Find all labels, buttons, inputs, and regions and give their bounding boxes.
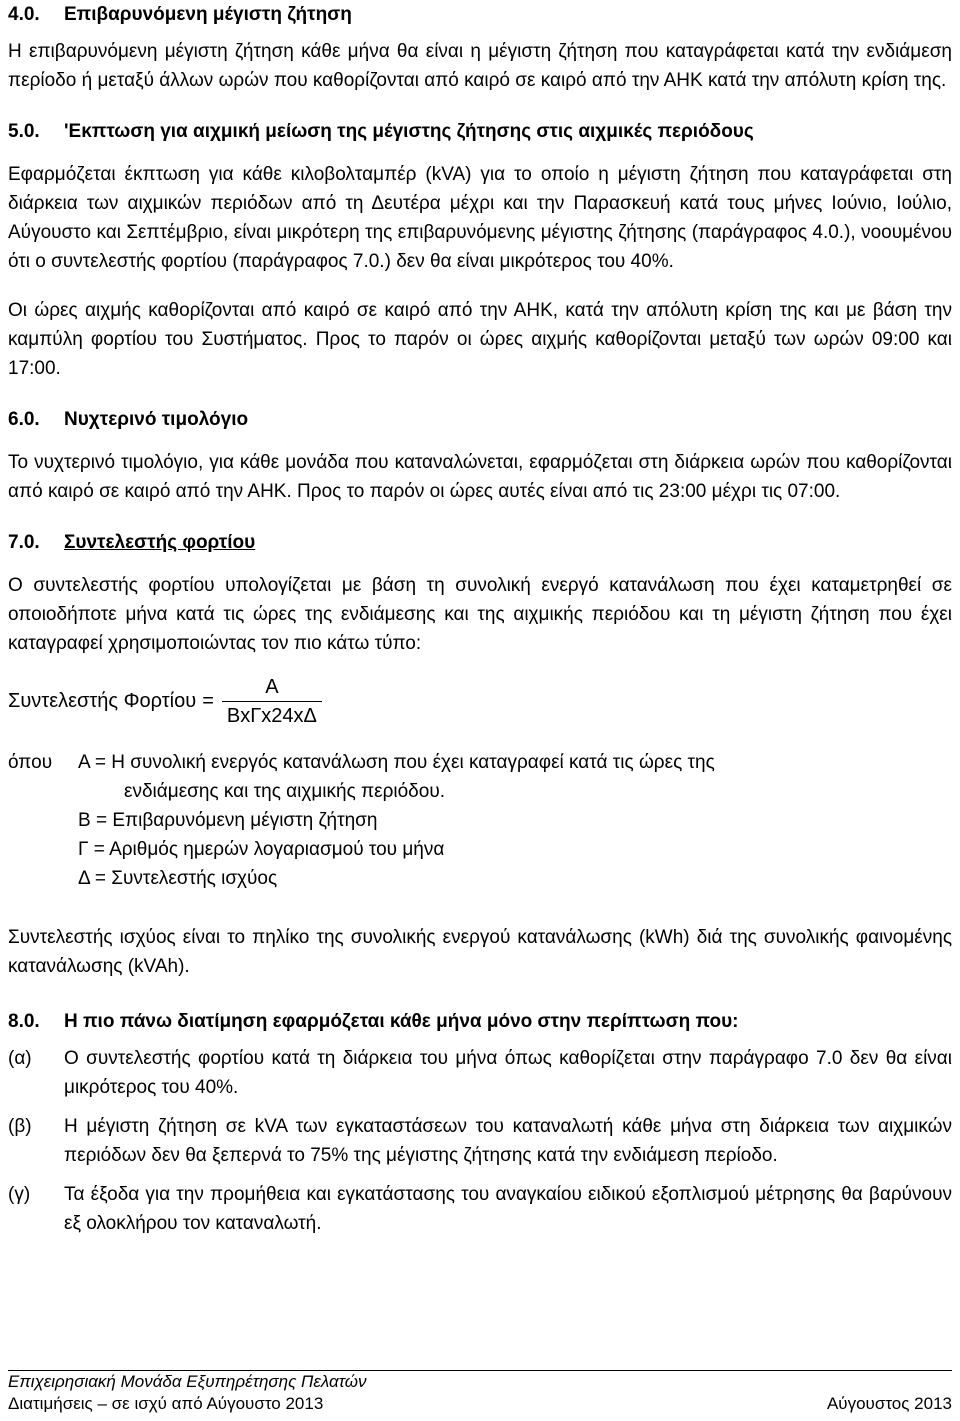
definition-line: Γ = Αριθμός ημερών λογαριασμού του μήνα [78,839,445,860]
definition-line: B = Επιβαρυνόμενη μέγιστη ζήτηση [78,810,378,831]
conditions-list [8,1044,952,1238]
power-factor-note: Συντελεστής ισχύος είναι το πηλίκο της συνολικής ενεργού κατανάλωσης (kWh) διά της συνολικής φαινομένης κατανάλωσης (kVAh). [8,927,952,977]
formula-fraction [222,673,322,730]
footer-organization: Επιχειρησιακή Μονάδα Εξυπηρέτησης Πελατών [8,1372,367,1391]
item-label: (α) [8,1048,32,1069]
section-7-body: Ο συντελεστής φορτίου υπολογίζεται με βάση τη συνολική ενεργό κατανάλωση που έχει καταμετρηθεί σε οποιοδήποτε μήνα κατά τις ώρες της ενδιάμεσης και της αιχμικής περιόδου και τη μέγιστη ζήτηση που έχει καταγραφεί χρησιμοποιώντας τον πιο κάτω τύπο: [8,575,952,654]
formula-numerator: A [265,675,279,698]
item-text: Τα έξοδα για την προμήθεια και εγκατάστασης του αναγκαίου ειδικού εξοπλισμού μέτρησης θα βαρύνουν εξ ολοκλήρου τον καταναλωτή. [64,1184,952,1234]
list-item [8,1180,952,1238]
section-title: Η πιο πάνω διατίμηση εφαρμόζεται κάθε μήνα μόνο στην περίπτωση που: [64,1011,739,1032]
section-7-heading [8,528,952,557]
section-number: 6.0. [8,409,40,430]
definition-line: ενδιάμεσης και της αιχμικής περιόδου. [124,781,445,802]
section-number: 5.0. [8,121,40,142]
page-footer [8,1370,952,1415]
section-number: 4.0. [8,4,40,25]
formula-lhs: Συντελεστής Φορτίου [8,689,197,712]
section-4-heading [8,0,952,29]
list-item [8,1044,952,1102]
document-page [8,0,952,1248]
section-8-heading [8,1007,952,1036]
section-5-paragraph-1: Εφαρμόζεται έκπτωση για κάθε κιλοβολταμπέρ (kVA) για το οποίο η μέγιστη ζήτηση που καταγράφεται στη διάρκεια των αιχμικών περιόδων από τη Δευτέρα μέχρι και την Παρασκευή κατά τους μήνες Ιούνιο, Ιούλιο, Αύγουστο και Σεπτέμβριο, είναι μικρότερη της επιβαρυνόμενης μέγιστης ζήτησης (παράγραφος 4.0.), νοουμένου ότι ο συντελεστής φορτίου (παράγραφος 7.0.) δεν θα είναι μικρότερος του 40%. [8,164,952,272]
definition-line: A = Η συνολική ενεργός κατανάλωση που έχει καταγραφεί κατά τις ώρες της [78,752,715,773]
load-factor-formula [8,668,952,734]
where-label: όπου [8,752,53,773]
section-title: Νυχτερινό τιμολόγιο [64,409,249,430]
formula-definitions [8,748,952,893]
item-text: Ο συντελεστής φορτίου κατά τη διάρκεια του μήνα όπως καθορίζεται στην παράγραφο 7.0 δεν θα είναι μικρότερος του 40%. [64,1048,952,1098]
formula-equals: = [202,689,214,712]
section-4-body: Η επιβαρυνόμενη μέγιστη ζήτηση κάθε μήνα θα είναι η μέγιστη ζήτηση που καταγράφεται κατά την ενδιάμεση περίοδο ή μεταξύ άλλων ωρών που καθορίζονται από καιρό σε καιρό από την ΑΗΚ κατά την απόλυτη κρίση της. [8,41,952,91]
section-number: 7.0. [8,532,40,553]
section-title: 'Εκπτωση για αιχμική μείωση της μέγιστης ζήτησης στις αιχμικές περιόδους [64,121,754,142]
item-text: Η μέγιστη ζήτηση σε kVA των εγκαταστάσεων του καταναλωτή κάθε μήνα στη διάρκεια των αιχμικών περιόδων δεν θα ξεπερνά το 75% της μέγιστης ζήτησης κατά την ενδιάμεση περίοδο. [64,1116,952,1166]
footer-tariff-note: Διατιμήσεις – σε ισχύ από Αύγουστο 2013 [8,1394,324,1413]
section-6-body: Το νυχτερινό τιμολόγιο, για κάθε μονάδα που καταναλώνεται, εφαρμόζεται στη διάρκεια ωρών που καθορίζονται από καιρό σε καιρό από την ΑΗΚ. Προς το παρόν οι ώρες αυτές είναι από τις 23:00 μέχρι τις 07:00. [8,452,952,502]
section-5-paragraph-2: Οι ώρες αιχμής καθορίζονται από καιρό σε καιρό από την ΑΗΚ, κατά την απόλυτη κρίση της και με βάση την καμπύλη φορτίου του Συστήματος. Προς το παρόν οι ώρες αιχμής καθορίζονται μεταξύ των ωρών 09:00 και 17:00. [8,300,952,379]
section-number: 8.0. [8,1011,40,1032]
section-6-heading [8,405,952,434]
formula-denominator: BxΓx24xΔ [226,704,317,727]
item-label: (γ) [8,1184,31,1205]
definition-line: Δ = Συντελεστής ισχύος [78,868,278,889]
section-title: Επιβαρυνόμενη μέγιστη ζήτηση [64,4,352,25]
list-item [8,1112,952,1170]
section-5-heading [8,117,952,146]
footer-date: Αύγουστος 2013 [826,1394,952,1413]
section-title: Συντελεστής φορτίου [64,532,256,553]
item-label: (β) [8,1116,32,1137]
